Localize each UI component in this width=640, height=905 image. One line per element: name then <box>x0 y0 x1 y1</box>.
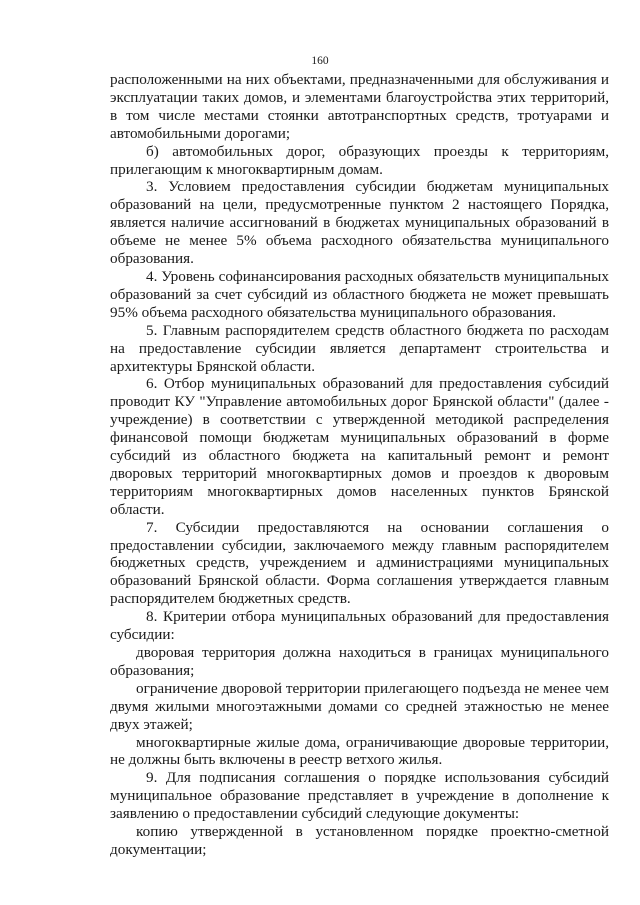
document-list-item: копию утвержденной в установленном порядке проектно-сметной документации; <box>110 823 609 858</box>
page-number: 160 <box>311 55 329 67</box>
paragraph-3: 3. Условием предоставления субсидии бюджетам муниципальных образований на цели, предусмотренные пунктом 2 настоящего Порядка, является наличие ассигнований в бюджетах муниципальных образований в объеме не менее 5% объема расходного обязательства муниципального образования. <box>110 178 609 268</box>
paragraph-6: 6. Отбор муниципальных образований для предоставления субсидий проводит КУ "Управление автомобильных дорог Брянской области" (далее - учреждение) в соответствии с утвержденной методикой распределения финансовой помощи бюджетам муниципальных образований в форме субсидий из областного бюджета на капитальный ремонт и ремонт дворовых территорий многоквартирных домов и проездов к дворовым территориям многоквартирных домов населенных пунктов Брянской области. <box>110 375 609 518</box>
criterion-2: ограничение дворовой территории прилегающего подъезда не менее чем двумя жилыми многоэтажными домами со средней этажностью не менее двух этажей; <box>110 679 609 733</box>
criterion-1: дворовая территория должна находиться в границах муниципального образования; <box>110 644 609 679</box>
paragraph-7: 7. Субсидии предоставляются на основании соглашения о предоставлении субсидии, заключаемого между главным распорядителем бюджетных средств, учреждением и администрациями муниципальных образований Брянской области. Форма соглашения утверждается главным распорядителем бюджетных средств. <box>110 518 609 608</box>
document-body <box>110 71 609 859</box>
paragraph-9: 9. Для подписания соглашения о порядке использования субсидий муниципальное образование представляет в учреждение в дополнение к заявлению о предоставлении субсидий следующие документы: <box>110 769 609 823</box>
paragraph-8: 8. Критерии отбора муниципальных образований для предоставления субсидии: <box>110 608 609 644</box>
paragraph-4: 4. Уровень софинансирования расходных обязательств муниципальных образований за счет субсидий из областного бюджета не может превышать 95% объема расходного обязательства муниципального образования. <box>110 267 609 321</box>
paragraph-5: 5. Главным распорядителем средств областного бюджета по расходам на предоставление субсидии является департамент строительства и архитектуры Брянской области. <box>110 321 609 375</box>
paragraph-item-b: б) автомобильных дорог, образующих проезды к территориям, прилегающим к многоквартирным домам. <box>110 142 609 178</box>
paragraph-continuation: расположенными на них объектами, предназначенными для обслуживания и эксплуатации таких домов, и элементами благоустройства этих территорий, в том числе местами стоянки автотранспортных средств, тротуарами и автомобильными дорогами; <box>110 71 609 142</box>
criterion-3: многоквартирные жилые дома, ограничивающие дворовые территории, не должны быть включены в реестр ветхого жилья. <box>110 733 609 769</box>
